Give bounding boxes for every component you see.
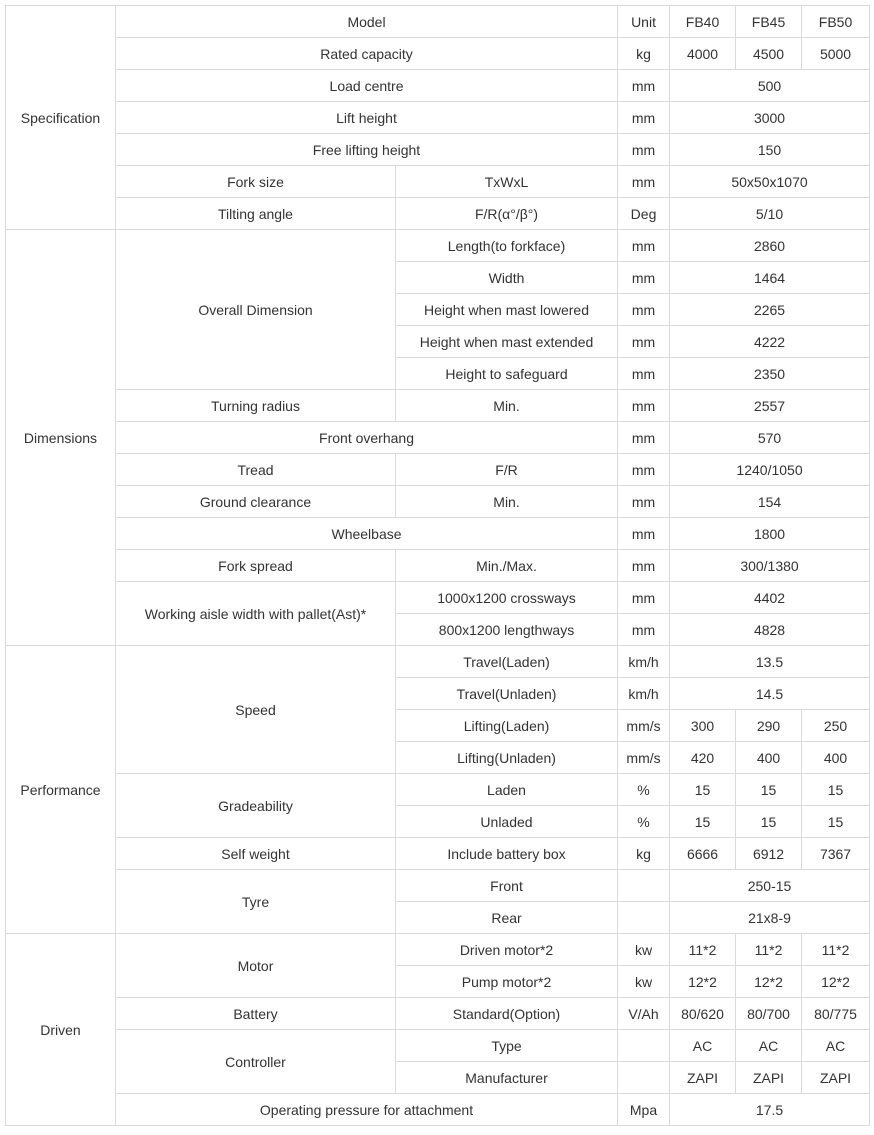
table-row [6, 102, 870, 134]
table-row [6, 134, 870, 166]
unit-cell: mm [618, 358, 670, 390]
value-cell: ZAPI [736, 1062, 802, 1094]
table-row [6, 934, 870, 966]
sub-label: Front [396, 870, 618, 902]
sub-label: Min. [396, 486, 618, 518]
value-cell: ZAPI [670, 1062, 736, 1094]
value-cell: ZAPI [802, 1062, 870, 1094]
unit-cell: mm [618, 486, 670, 518]
value-cell: 15 [736, 806, 802, 838]
section-specification: Specification [6, 6, 116, 230]
value-cell: 6666 [670, 838, 736, 870]
value-cell: 6912 [736, 838, 802, 870]
value-cell: 420 [670, 742, 736, 774]
row-label: Wheelbase [116, 518, 618, 550]
unit-cell: kg [618, 38, 670, 70]
row-label: Working aisle width with pallet(Ast)* [116, 582, 396, 646]
value-cell: 3000 [670, 102, 870, 134]
table-row [6, 998, 870, 1030]
row-label: Free lifting height [116, 134, 618, 166]
table-row [6, 582, 870, 614]
sub-label: 1000x1200 crossways [396, 582, 618, 614]
sub-label: Pump motor*2 [396, 966, 618, 998]
section-dimensions: Dimensions [6, 230, 116, 646]
row-label: Tyre [116, 870, 396, 934]
unit-cell: mm [618, 390, 670, 422]
table-row [6, 422, 870, 454]
table-row [6, 230, 870, 262]
sub-label: F/R(α°/β°) [396, 198, 618, 230]
sub-label: Unladed [396, 806, 618, 838]
unit-cell: km/h [618, 646, 670, 678]
row-label: Tread [116, 454, 396, 486]
unit-header: Unit [618, 6, 670, 38]
value-cell: 11*2 [670, 934, 736, 966]
row-label: Speed [116, 646, 396, 774]
table-row [6, 166, 870, 198]
value-cell: 15 [670, 806, 736, 838]
table-row [6, 70, 870, 102]
unit-cell: mm [618, 262, 670, 294]
value-cell: 250 [802, 710, 870, 742]
value-cell: 13.5 [670, 646, 870, 678]
unit-cell: mm [618, 518, 670, 550]
unit-cell: mm/s [618, 742, 670, 774]
unit-cell: % [618, 806, 670, 838]
sub-label: Rear [396, 902, 618, 934]
unit-cell: mm [618, 134, 670, 166]
sub-label: Length(to forkface) [396, 230, 618, 262]
unit-cell: mm [618, 422, 670, 454]
value-cell: 4222 [670, 326, 870, 358]
section-performance: Performance [6, 646, 116, 934]
value-cell: 4402 [670, 582, 870, 614]
value-cell: 400 [802, 742, 870, 774]
table-row [6, 870, 870, 902]
row-label: Battery [116, 998, 396, 1030]
unit-cell: mm [618, 230, 670, 262]
value-cell: 400 [736, 742, 802, 774]
table-row [6, 198, 870, 230]
unit-cell: kw [618, 966, 670, 998]
table-row [6, 646, 870, 678]
value-cell: AC [736, 1030, 802, 1062]
unit-cell: V/Ah [618, 998, 670, 1030]
value-cell: 17.5 [670, 1094, 870, 1126]
value-cell: 5000 [802, 38, 870, 70]
row-label: Gradeability [116, 774, 396, 838]
sub-label: TxWxL [396, 166, 618, 198]
row-label: Turning radius [116, 390, 396, 422]
sub-label: Lifting(Unladen) [396, 742, 618, 774]
value-cell: 1464 [670, 262, 870, 294]
table-row [6, 38, 870, 70]
value-cell: 2265 [670, 294, 870, 326]
value-cell: 12*2 [736, 966, 802, 998]
unit-cell: mm [618, 614, 670, 646]
table-row [6, 550, 870, 582]
sub-label: Travel(Laden) [396, 646, 618, 678]
value-cell: 2350 [670, 358, 870, 390]
unit-cell: Deg [618, 198, 670, 230]
value-cell: 1240/1050 [670, 454, 870, 486]
value-cell: 4828 [670, 614, 870, 646]
sub-label: Min./Max. [396, 550, 618, 582]
value-cell: 250-15 [670, 870, 870, 902]
value-cell: 5/10 [670, 198, 870, 230]
unit-cell: mm [618, 294, 670, 326]
unit-cell [618, 1062, 670, 1094]
sub-label: Include battery box [396, 838, 618, 870]
unit-cell [618, 870, 670, 902]
value-cell: 50x50x1070 [670, 166, 870, 198]
value-cell: 12*2 [802, 966, 870, 998]
model-fb40: FB40 [670, 6, 736, 38]
sub-label: Height to safeguard [396, 358, 618, 390]
row-label: Tilting angle [116, 198, 396, 230]
sub-label: Manufacturer [396, 1062, 618, 1094]
value-cell: 2557 [670, 390, 870, 422]
value-cell: 14.5 [670, 678, 870, 710]
value-cell: 11*2 [802, 934, 870, 966]
sub-label: Height when mast extended [396, 326, 618, 358]
unit-cell: kw [618, 934, 670, 966]
value-cell: 300/1380 [670, 550, 870, 582]
value-cell: 4500 [736, 38, 802, 70]
sub-label: 800x1200 lengthways [396, 614, 618, 646]
unit-cell: mm [618, 454, 670, 486]
model-fb50: FB50 [802, 6, 870, 38]
value-cell: 12*2 [670, 966, 736, 998]
table-row [6, 1030, 870, 1062]
sub-label: Lifting(Laden) [396, 710, 618, 742]
unit-cell: mm [618, 326, 670, 358]
unit-cell: mm [618, 102, 670, 134]
sub-label: Type [396, 1030, 618, 1062]
unit-cell: kg [618, 838, 670, 870]
unit-cell: km/h [618, 678, 670, 710]
row-label: Rated capacity [116, 38, 618, 70]
sub-label: Height when mast lowered [396, 294, 618, 326]
sub-label: Width [396, 262, 618, 294]
value-cell: 15 [670, 774, 736, 806]
row-label: Fork size [116, 166, 396, 198]
unit-cell: % [618, 774, 670, 806]
value-cell: 4000 [670, 38, 736, 70]
unit-cell [618, 1030, 670, 1062]
table-row [6, 1094, 870, 1126]
value-cell: 80/775 [802, 998, 870, 1030]
unit-cell: mm [618, 166, 670, 198]
sub-label: Standard(Option) [396, 998, 618, 1030]
value-cell: AC [802, 1030, 870, 1062]
sub-label: F/R [396, 454, 618, 486]
table-row [6, 518, 870, 550]
row-label: Operating pressure for attachment [116, 1094, 618, 1126]
row-label: Fork spread [116, 550, 396, 582]
value-cell: 570 [670, 422, 870, 454]
table-row [6, 390, 870, 422]
value-cell: 15 [736, 774, 802, 806]
unit-cell: mm [618, 70, 670, 102]
row-label: Self weight [116, 838, 396, 870]
unit-cell: Mpa [618, 1094, 670, 1126]
table-row [6, 454, 870, 486]
value-cell: 1800 [670, 518, 870, 550]
value-cell: 290 [736, 710, 802, 742]
table-row [6, 774, 870, 806]
value-cell: 80/700 [736, 998, 802, 1030]
table-row [6, 486, 870, 518]
sub-label: Min. [396, 390, 618, 422]
value-cell: 500 [670, 70, 870, 102]
value-cell: 21x8-9 [670, 902, 870, 934]
unit-cell: mm/s [618, 710, 670, 742]
row-label: Motor [116, 934, 396, 998]
value-cell: 154 [670, 486, 870, 518]
sub-label: Travel(Unladen) [396, 678, 618, 710]
value-cell: 150 [670, 134, 870, 166]
table-row [6, 838, 870, 870]
table-row [6, 6, 870, 38]
unit-cell: mm [618, 582, 670, 614]
model-header: Model [116, 6, 618, 38]
value-cell: 15 [802, 774, 870, 806]
sub-label: Laden [396, 774, 618, 806]
spec-table [5, 5, 870, 1126]
value-cell: 15 [802, 806, 870, 838]
value-cell: AC [670, 1030, 736, 1062]
model-fb45: FB45 [736, 6, 802, 38]
unit-cell [618, 902, 670, 934]
sub-label: Driven motor*2 [396, 934, 618, 966]
value-cell: 2860 [670, 230, 870, 262]
unit-cell: mm [618, 550, 670, 582]
row-label: Ground clearance [116, 486, 396, 518]
row-label: Front overhang [116, 422, 618, 454]
value-cell: 7367 [802, 838, 870, 870]
row-label: Lift height [116, 102, 618, 134]
value-cell: 300 [670, 710, 736, 742]
row-label: Controller [116, 1030, 396, 1094]
section-driven: Driven [6, 934, 116, 1126]
value-cell: 11*2 [736, 934, 802, 966]
value-cell: 80/620 [670, 998, 736, 1030]
row-label: Load centre [116, 70, 618, 102]
row-label: Overall Dimension [116, 230, 396, 390]
